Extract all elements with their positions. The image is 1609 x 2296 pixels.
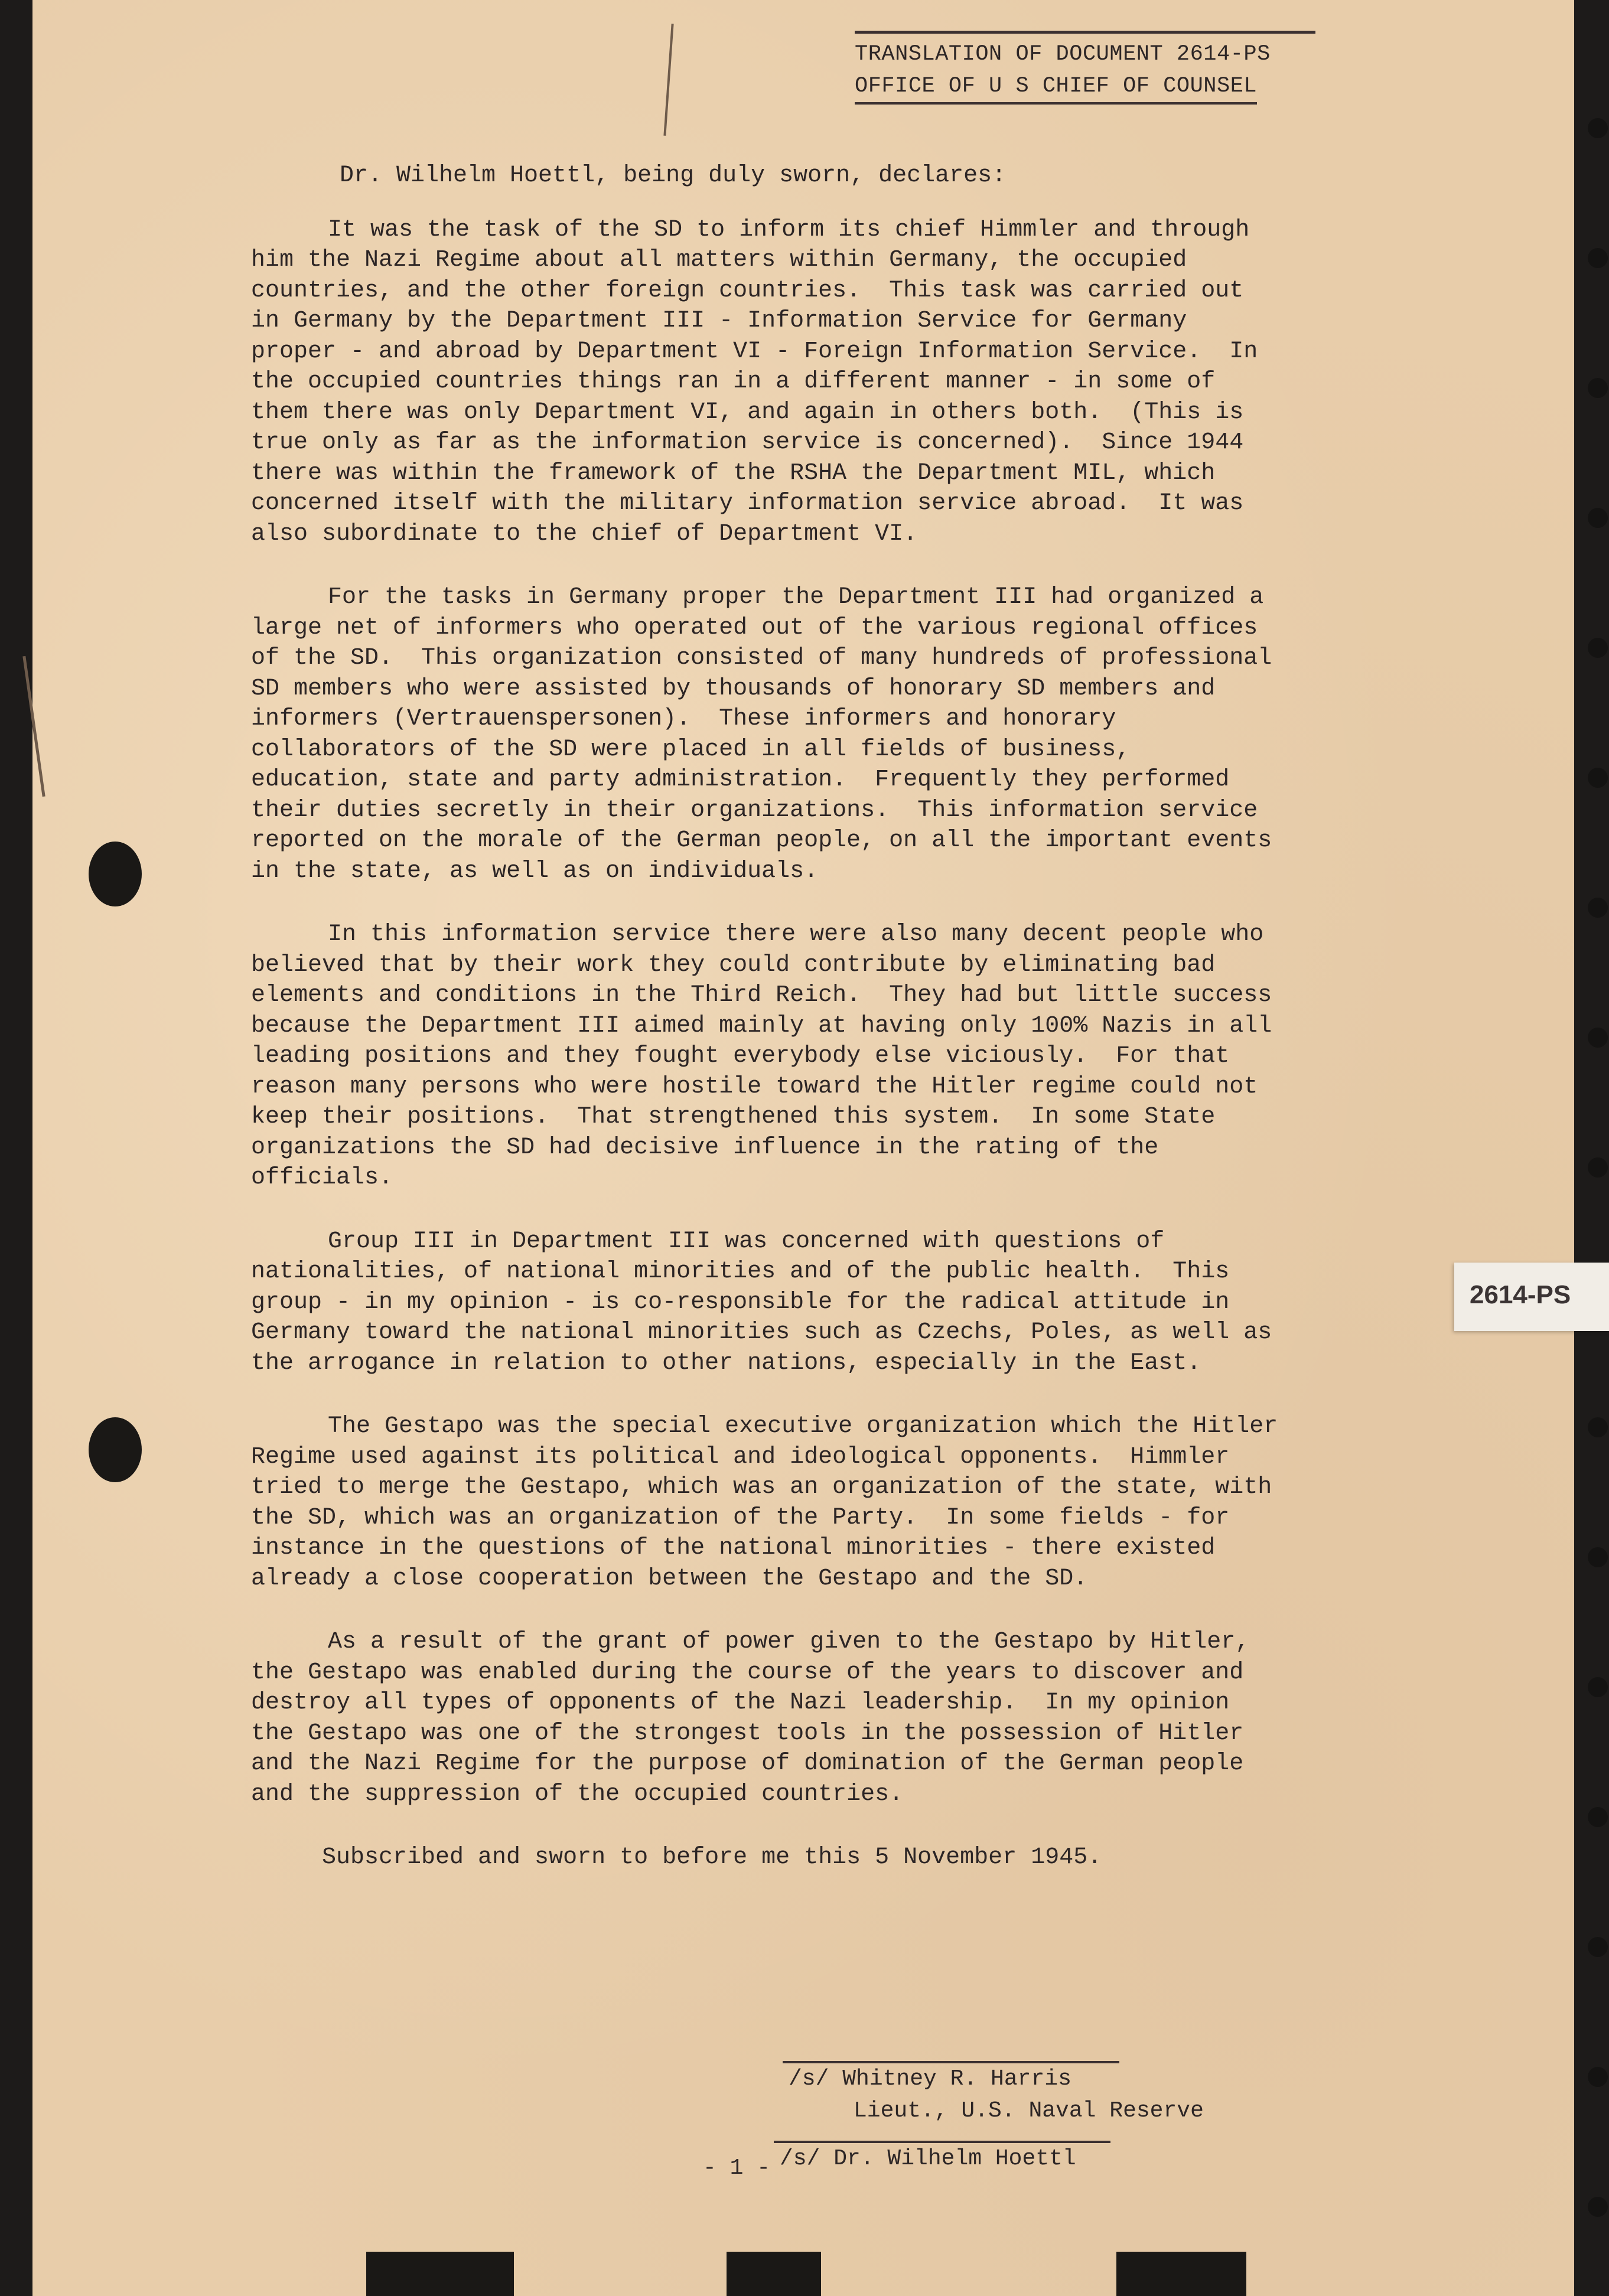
header-line-1: TRANSLATION OF DOCUMENT 2614-PS (855, 42, 1271, 67)
binder-dot (1588, 1157, 1608, 1178)
binder-dot (1588, 2067, 1608, 2087)
punch-hole-lower (89, 1417, 142, 1482)
paragraph-decent-people: In this information service there were also many decent people who believed that by their work they could contribute by eliminating bad elements and conditions in the Third Reich. They had but little success because the Department III aimed mainly at having only 100% Nazis in all leading positions and they fought everybody else viciously. For that reason many persons who were hostile toward the Hitler regime could not keep their positions. That strengthened this system. In some State organizations the SD had decisive influence in the rating of the officials. (251, 921, 1286, 1191)
subscribed-sworn-line: Subscribed and sworn to before me this 5 November 1945. (322, 1844, 1102, 1871)
binder-tab (366, 2252, 514, 2296)
binder-dot (1588, 248, 1608, 268)
paper-tear-left (22, 656, 45, 797)
paragraph-gestapo-power: As a result of the grant of power given to the Gestapo by Hitler, the Gestapo was enabled during the course of the years to discover and destroy all types of opponents of the Nazi leadership. In my opinion the Gestapo was one of the strongest tools in the possession of Hitler and the Nazi Regime for the purpose of domination of the German people and the suppression of the occupied countries. (251, 1629, 1264, 1808)
paper-sheet (32, 0, 1574, 2296)
declarant-signature: /s/ Dr. Wilhelm Hoettl (774, 2141, 1110, 2175)
binder-dot (1588, 1807, 1608, 1827)
witness-rank: Lieut., U.S. Naval Reserve (854, 2098, 1204, 2124)
binder-dot (1588, 1417, 1608, 1437)
witness-signature: /s/ Whitney R. Harris (783, 2061, 1119, 2095)
document-number-label: 2614-PS (1470, 1280, 1571, 1309)
page-number: - 1 - (703, 2155, 771, 2181)
translation-header (855, 31, 1315, 105)
punch-hole-upper (89, 842, 142, 906)
binder-dot (1588, 118, 1608, 138)
affidavit-body (251, 161, 1292, 1912)
binder-dot (1588, 2197, 1608, 2217)
binder-dot (1588, 1028, 1608, 1048)
paragraph-group-iii: Group III in Department III was concerned with questions of nationalities, of national minorities and of the public health. This group - in my opinion - is co-responsible for the radical attitude in Germany toward the national minorities such as Czechs, Poles, as well as the arrogance in relation to other nations, especially in the East. (251, 1228, 1286, 1377)
binder-dot (1588, 508, 1608, 528)
binder-dot (1588, 768, 1608, 788)
binder-dot (1588, 898, 1608, 918)
header-line-2: OFFICE OF U S CHIEF OF COUNSEL (855, 70, 1257, 105)
paragraph-sd-tasks: It was the task of the SD to inform its chief Himmler and through him the Nazi Regime about all matters within Germany, the occupied countries, and the other foreign countries. This task was carried out in Germany by the Department III - Information Service for Germany proper - and abroad by Department VI - Foreign Information Service. In the occupied countries things ran in a different manner - in some of them there was only Department VI, and again in others both. (This is true only as far as the information service is concerned). Since 1944 there was within the framework of the RSHA the Department MIL, which concerned itself with the military information service abroad. It was also subordinate to the chief of Department VI. (251, 216, 1272, 547)
binder-tab (727, 2252, 821, 2296)
binder-dot (1588, 378, 1608, 398)
binder-dot (1588, 1937, 1608, 1957)
document-number-tab (1454, 1263, 1609, 1331)
binder-dot (1588, 638, 1608, 658)
binder-dot (1588, 1547, 1608, 1567)
paragraph-informer-network: For the tasks in Germany proper the Department III had organized a large net of informers who operated out of the various regional offices of the SD. This organization consisted of many hundreds of professional SD members who were assisted by thousands of honorary SD members and informers (Vertrauenspersonen). These informers and honorary collaborators of the SD were placed in all fields of business, education, state and party administration. Frequently they performed their duties secretly in their organizations. This information service reported on the morale of the German people, on all the important events in the state, as well as on individuals. (251, 584, 1286, 885)
declaration-intro: Dr. Wilhelm Hoettl, being duly sworn, declares: (340, 162, 1007, 189)
paragraph-gestapo-organization: The Gestapo was the special executive organization which the Hitler Regime used against its political and ideological opponents. Himmler tried to merge the Gestapo, which was an organization of the state, with the SD, which was an organization of the Party. In some fields - for instance in the questions of the national minorities - there existed already a close cooperation between the Gestapo and the SD. (251, 1413, 1292, 1592)
witness-signature-block (783, 2061, 1314, 2127)
paper-tear-top (663, 24, 673, 136)
binder-tab (1116, 2252, 1246, 2296)
binder-dot (1588, 1677, 1608, 1697)
